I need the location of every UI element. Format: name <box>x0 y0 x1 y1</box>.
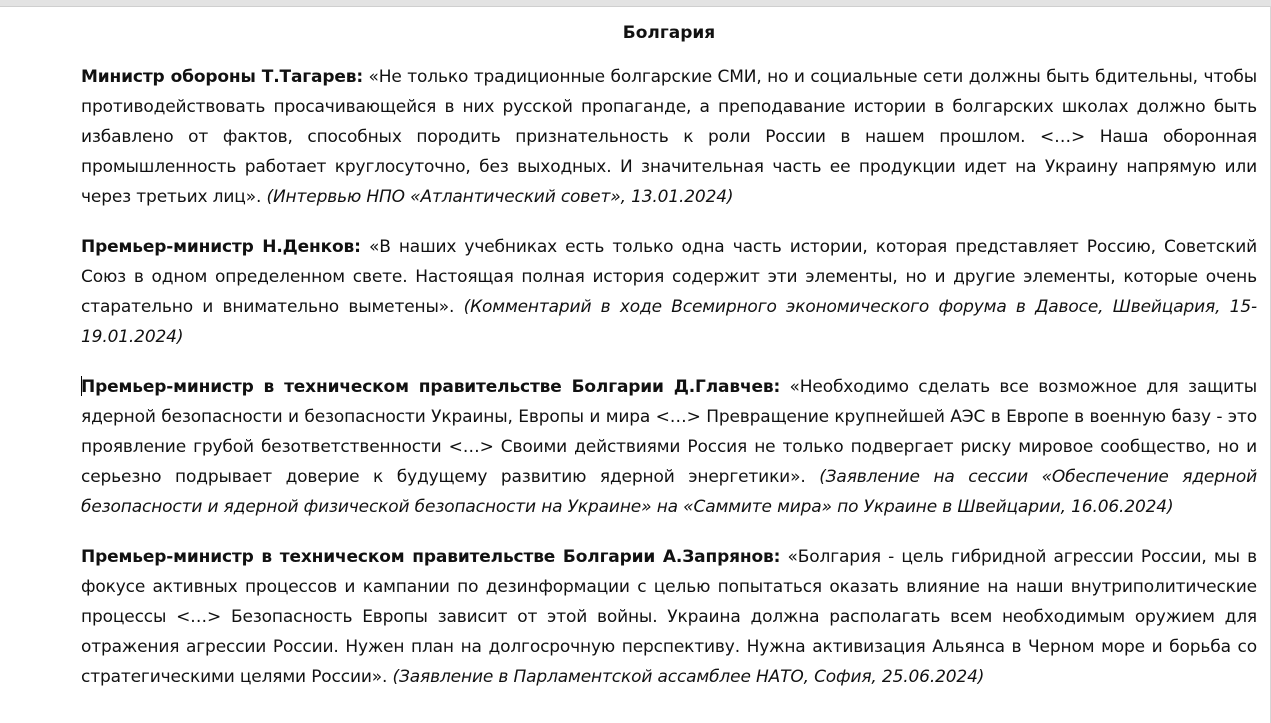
entry-speaker: Премьер-министр в техническом правительстве Болгарии А.Запрянов: <box>81 547 781 567</box>
entry-denkov[interactable] <box>81 232 1257 352</box>
document-title: Болгария <box>622 23 716 43</box>
entry-quote: «Не только традиционные болгарские СМИ, но и социальные сети должны быть бдительны, чтобы противодействовать просачивающейся в них русской пропаганде, а преподавание истории в болгарских школах должно быть избавлено от фактов, способных породить признательность к роли России в нашем прошлом. <…> Наша оборонная промышленность работает круглосуточно, без выходных. И значительная часть ее продукции идет на Украину напрямую или через третьих лиц». <box>81 67 1257 207</box>
entry-source: (Заявление в Парламентской ассамблее НАТО, София, 25.06.2024) <box>392 667 985 687</box>
window-top-strip <box>0 0 1271 7</box>
entry-source: (Комментарий в ходе Всемирного экономического форума в Давосе, Швейцария, 15-19.01.2024) <box>81 297 1257 347</box>
entry-quote: «Необходимо сделать все возможное для защиты ядерной безопасности и безопасности Украины, Европы и мира <…> Превращение крупнейшей АЭС в Европе в военную базу - это проявление грубой безответственности <…> Своими действиями Россия не только подвергает риску мировое сообщество, но и серьезно подрывает доверие к будущему развитию ядерной энергетики». <box>81 377 1257 487</box>
entry-glavchev[interactable] <box>81 372 1257 522</box>
entry-quote: «Болгария - цель гибридной агрессии России, мы в фокусе активных процессов и кампании по дезинформации с целью попытаться оказать влияние на наши внутриполитические процессы <…> Безопасность Европы зависит от этой войны. Украина должна располагать всем необходимым оружием для отражения агрессии России. Нужен план на долгосрочную перспективу. Нужна активизация Альянса в Черном море и борьба со стратегическими целями России». <box>81 547 1257 687</box>
document-page[interactable] <box>81 18 1257 712</box>
entry-zapryanov[interactable] <box>81 542 1257 692</box>
entry-speaker: Премьер-министр в техническом правительстве Болгарии Д.Главчев: <box>81 377 781 397</box>
entry-quote: «В наших учебниках есть только одна часть истории, которая представляет Россию, Советский Союз в одном определенном свете. Настоящая полная история содержит эти элементы, но и другие элементы, которые очень старательно и внимательно выметены». <box>81 237 1257 317</box>
entry-source: (Интервью НПО «Атлантический совет», 13.01.2024) <box>266 187 734 207</box>
entry-source: (Заявление на сессии «Обеспечение ядерной безопасности и ядерной физической безопасности на Украине» на «Саммите мира» по Украине в Швейцарии, 16.06.2024) <box>81 467 1257 517</box>
entry-tagarev[interactable] <box>81 62 1257 212</box>
entry-speaker: Премьер-министр Н.Денков: <box>81 237 361 257</box>
entry-speaker: Министр обороны Т.Тагарев: <box>81 67 363 87</box>
